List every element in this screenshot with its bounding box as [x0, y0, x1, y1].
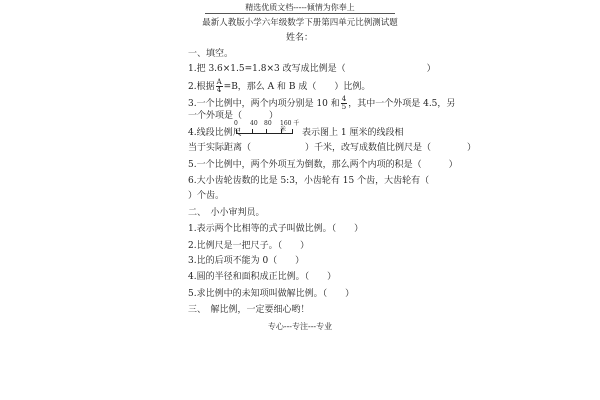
question-2: [188, 79, 370, 94]
question-2-prefix: 2.根据: [188, 82, 215, 92]
question-3: [188, 96, 455, 111]
ruler-bar: [236, 133, 292, 134]
section3-heading: 三、 解比例，一定要细心哟！: [188, 305, 310, 315]
fraction-numerator: 4: [341, 95, 347, 103]
ruler-label-0: 0: [234, 120, 238, 127]
ruler-tick: [266, 129, 267, 134]
question-4-prefix: 4.线段比例尺: [188, 128, 242, 138]
question-5: 5.一个比例中，两个外项互为倒数，那么两个内项的积是（ ）: [188, 160, 458, 170]
ruler-label-80: 80: [264, 120, 272, 127]
ruler-tick: [281, 129, 282, 134]
name-label: 姓名：: [286, 33, 314, 43]
question-2-fraction: [216, 79, 223, 94]
judge-item: 4.圆的半径和面积成正比例。（ ）: [188, 272, 337, 282]
section2-heading: 二、 小小审判员。: [188, 208, 265, 218]
ruler-tick: [236, 129, 237, 134]
question-3-fraction: [341, 96, 347, 111]
page-footer: 专心---专注---专业: [267, 322, 333, 331]
question-4-suffix: 表示图上 1 厘米的线段相: [302, 128, 404, 138]
question-6: 6.大小齿轮齿数的比是 5:3，小齿轮有 15 个齿，大齿轮有（: [188, 176, 430, 186]
header-rule: [205, 13, 395, 14]
ruler-label-160: 160 千米: [280, 120, 300, 133]
question-1: 1.把 3.6×1.5=1.8×3 改写成比例是（ ）: [188, 64, 436, 74]
judge-item: 5.求比例中的未知项叫做解比例。（ ）: [188, 289, 355, 299]
ruler-label-40: 40: [250, 120, 258, 127]
judge-item: 2.比例尺是一把尺子。（ ）: [188, 241, 310, 251]
page-title: 最新人教版小学六年级数学下册第四单元比例测试题: [202, 18, 398, 28]
fraction-denominator: 5: [341, 103, 347, 111]
judge-item: 3.比的后项不能为 0（ ）: [188, 256, 305, 266]
fraction-denominator: 4: [216, 86, 222, 94]
question-6-continuation: ）个齿。: [188, 191, 225, 201]
question-3-suffix: ，其中一个外项是 4.5，另: [348, 99, 456, 109]
question-3-continuation: 一个外项是（ ）: [188, 111, 279, 121]
ruler-tick: [292, 129, 293, 134]
scale-ruler: [232, 121, 300, 141]
ruler-tick: [252, 129, 253, 134]
judge-item: 1.表示两个比相等的式子叫做比例。（ ）: [188, 224, 364, 234]
section1-heading: 一、填空。: [188, 49, 234, 59]
question-2-suffix: =B，那么 A 和 B 成（ ）比例。: [223, 82, 371, 92]
question-3-prefix: 3.一个比例中，两个内项分别是 10 和: [188, 99, 340, 109]
header-top: 精选优质文档-----倾情为你奉上: [245, 3, 355, 12]
fraction-numerator: A: [216, 78, 222, 86]
question-4-continuation: 当于实际距离（ ）千米，改写成数值比例尺是（ ）: [188, 143, 477, 153]
